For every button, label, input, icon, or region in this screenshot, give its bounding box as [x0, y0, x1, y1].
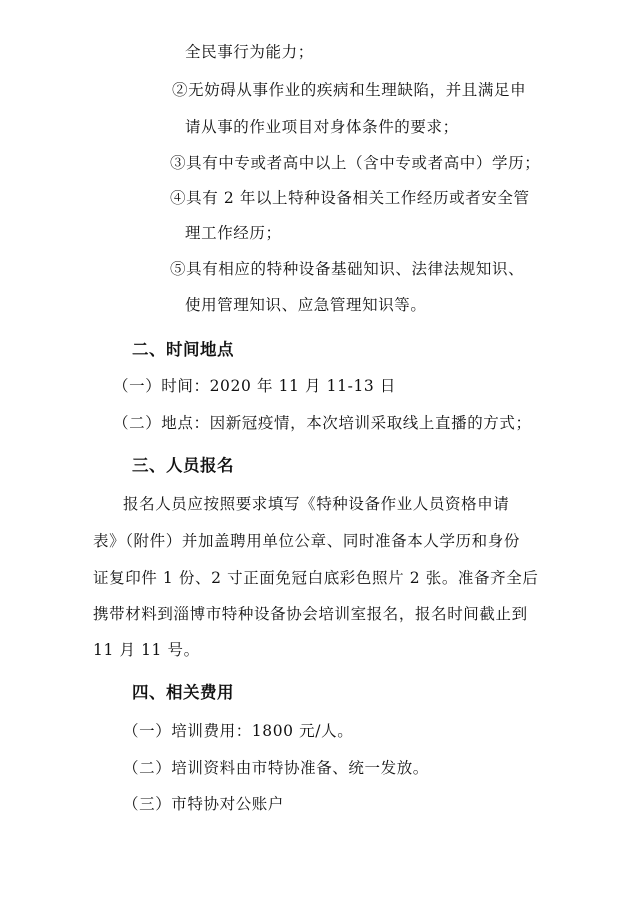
section-4-materials: （二）培训资料由市特协准备、统一发放。: [123, 759, 429, 777]
section-3-para-line-5: 11 月 11 号。: [93, 641, 200, 659]
section-3-heading: 三、人员报名: [132, 456, 234, 475]
section-2-place: （二）地点：因新冠疫情，本次培训采取线上直播的方式；: [113, 414, 532, 432]
section-4-account: （三）市特协对公账户: [123, 795, 285, 813]
requirement-4-line-2: 理工作经历；: [185, 224, 282, 242]
section-3-para-line-3: 证复印件 1 份、2 寸正面免冠白底彩色照片 2 张。准备齐全后: [93, 569, 539, 587]
section-4-heading: 四、相关费用: [132, 683, 234, 702]
requirement-2-line-2: 请从事的作业项目对身体条件的要求；: [185, 118, 459, 136]
section-3-para-line-1: 报名人员应按照要求填写《特种设备作业人员资格申请: [123, 495, 510, 513]
requirement-4-line-1: ④具有 2 年以上特种设备相关工作经历或者安全管: [170, 189, 530, 207]
section-4-fee: （一）培训费用：1800 元/人。: [123, 722, 354, 740]
section-2-time: （一）时间：2020 年 11 月 11-13 日: [113, 377, 396, 395]
requirement-5-line-1: ⑤具有相应的特种设备基础知识、法律法规知识、: [170, 260, 525, 278]
section-3-para-line-4: 携带材料到淄博市特种设备协会培训室报名，报名时间截止到: [93, 605, 528, 623]
requirement-2-line-1: ②无妨碍从事作业的疾病和生理缺陷，并且满足申: [172, 81, 527, 99]
requirement-3: ③具有中专或者高中以上（含中专或者高中）学历；: [170, 154, 541, 172]
section-2-heading: 二、时间地点: [132, 340, 234, 359]
requirement-5-line-2: 使用管理知识、应急管理知识等。: [185, 296, 427, 314]
section-3-para-line-2: 表》（附件）并加盖聘用单位公章、同时准备本人学历和身份: [93, 532, 520, 550]
requirement-1-continued: 全民事行为能力；: [185, 43, 314, 61]
